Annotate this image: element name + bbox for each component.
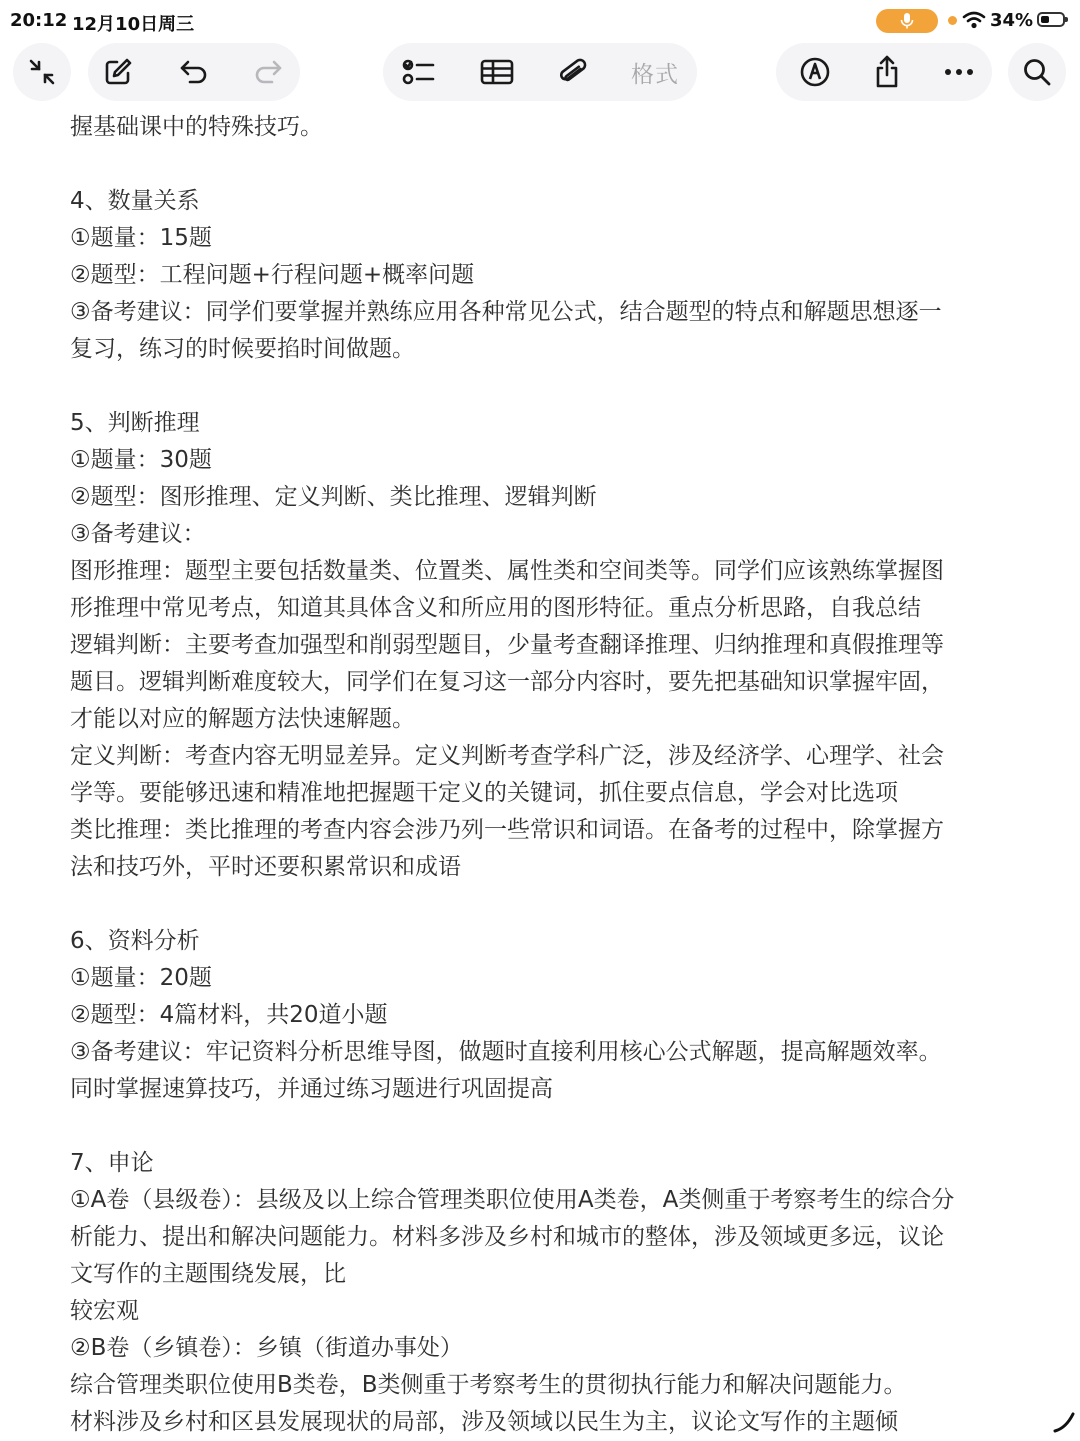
- format-label: 格式: [631, 61, 679, 88]
- note-line: ③备考建议：同学们要掌握并熟练应用各种常见公式，结合题型的特点和解题思想逐一: [70, 299, 942, 325]
- checklist-button[interactable]: [389, 43, 449, 101]
- note-line: 文写作的主题围绕发展，比: [70, 1261, 346, 1287]
- note-line: ②题型：图形推理、定义判断、类比推理、逻辑判断: [70, 484, 597, 510]
- note-line: ③备考建议：牢记资料分析思维导图，做题时直接利用核心公式解题，提高解题效率。: [70, 1039, 942, 1065]
- compose-button[interactable]: [88, 43, 148, 101]
- note-line: 法和技巧外，平时还要积累常识和成语: [70, 854, 461, 880]
- share-button[interactable]: [856, 43, 918, 101]
- battery-icon: [1037, 12, 1065, 27]
- redo-icon: [252, 57, 284, 87]
- note-line: 题目。逻辑判断难度较大，同学们在复习这一部分内容时，要先把基础知识掌握牢固，: [70, 669, 944, 695]
- toolbar-collapse-group: [13, 43, 71, 101]
- share-icon: [872, 55, 902, 89]
- blank-line: [70, 1108, 1010, 1145]
- compose-icon: [103, 57, 133, 87]
- search-button[interactable]: [1008, 43, 1066, 101]
- note-line: 综合管理类职位使用B类卷，B类侧重于考察考生的贯彻执行能力和解决问题能力。: [70, 1372, 907, 1398]
- note-line: 较宏观: [70, 1298, 139, 1324]
- pencil-icon[interactable]: [1052, 1410, 1076, 1434]
- note-line: 才能以对应的解题方法快速解题。: [70, 706, 415, 732]
- note-line: 4、数量关系: [70, 188, 200, 214]
- note-line: 7、申论: [70, 1150, 154, 1176]
- undo-icon: [178, 57, 210, 87]
- more-button[interactable]: [928, 43, 990, 101]
- note-line: 定义判断：考查内容无明显差异。定义判断考查学科广泛，涉及经济学、心理学、社会: [70, 743, 944, 769]
- status-date: 12月10日周三: [72, 14, 195, 35]
- undo-button[interactable]: [164, 43, 224, 101]
- note-line: ②题型：工程问题+行程问题+概率问题: [70, 262, 475, 288]
- format-button[interactable]: [619, 43, 691, 101]
- note-line: 类比推理：类比推理的考查内容会涉乃列一些常识和词语。在备考的过程中，除掌握方: [70, 817, 944, 843]
- wifi-icon: [962, 11, 986, 29]
- attachment-icon: [558, 56, 588, 88]
- note-line: ①A卷（县级卷）：县级及以上综合管理类职位使用A类卷，A类侧重于考察考生的综合分: [70, 1187, 955, 1213]
- privacy-dot: [948, 16, 957, 25]
- note-line: 5、判断推理: [70, 410, 200, 436]
- table-icon: [480, 58, 514, 86]
- toolbar-edit-group: [88, 43, 300, 101]
- note-line: 图形推理：题型主要包括数量类、位置类、属性类和空间类等。同学们应该熟练掌握图: [70, 558, 944, 584]
- search-icon: [1022, 57, 1052, 87]
- note-line: ③备考建议：: [70, 521, 206, 547]
- note-line: ②题型：4篇材料，共20道小题: [70, 1002, 388, 1028]
- collapse-icon: [27, 57, 57, 87]
- note-line: 析能力、提出和解决问题能力。材料多涉及乡村和城市的整体，涉及领域更多远，议论: [70, 1224, 944, 1250]
- toolbar-search-group: [1008, 43, 1066, 101]
- blank-line: [70, 368, 1010, 405]
- battery-percentage: 34%: [990, 10, 1034, 31]
- note-line: 握基础课中的特殊技巧。: [70, 114, 323, 140]
- blank-line: [70, 146, 1010, 183]
- microphone-icon: [900, 13, 914, 29]
- note-line: 6、资料分析: [70, 928, 200, 954]
- note-line: 复习，练习的时候要掐时间做题。: [70, 336, 415, 362]
- markup-icon: [799, 56, 831, 88]
- note-line: ①题量：20题: [70, 965, 212, 991]
- note-line: 同时掌握速算技巧，并通过练习题进行巩固提高: [70, 1076, 553, 1102]
- table-button[interactable]: [467, 43, 527, 101]
- blank-line: [70, 886, 1010, 923]
- note-line: 材料涉及乡村和区县发展现状的局部，涉及领域以民生为主，议论文写作的主题倾: [70, 1409, 898, 1435]
- toolbar-insert-group: [383, 43, 697, 101]
- redo-button[interactable]: [238, 43, 298, 101]
- note-body[interactable]: [70, 109, 1010, 1441]
- note-line: ①题量：30题: [70, 447, 212, 473]
- status-bar: [0, 0, 1080, 42]
- checklist-icon: [402, 57, 436, 87]
- collapse-button[interactable]: [13, 43, 71, 101]
- note-line: 学等。要能够迅速和精准地把握题干定义的关键词，抓住要点信息，学会对比选项: [70, 780, 898, 806]
- markup-button[interactable]: [784, 43, 846, 101]
- toolbar-actions-group: [776, 43, 992, 101]
- status-time: 20:12: [10, 10, 68, 31]
- note-line: 形推理中常见考点，知道其具体含义和所应用的图形特征。重点分析思路，自我总结: [70, 595, 921, 621]
- more-icon: [944, 68, 974, 76]
- note-line: 逻辑判断：主要考查加强型和削弱型题目，少量考查翻译推理、归纳推理和真假推理等: [70, 632, 944, 658]
- note-line: ②B卷（乡镇卷）：乡镇（街道办事处）: [70, 1335, 463, 1361]
- attachment-button[interactable]: [543, 43, 603, 101]
- note-line: ①题量：15题: [70, 225, 212, 251]
- microphone-indicator[interactable]: [876, 9, 938, 33]
